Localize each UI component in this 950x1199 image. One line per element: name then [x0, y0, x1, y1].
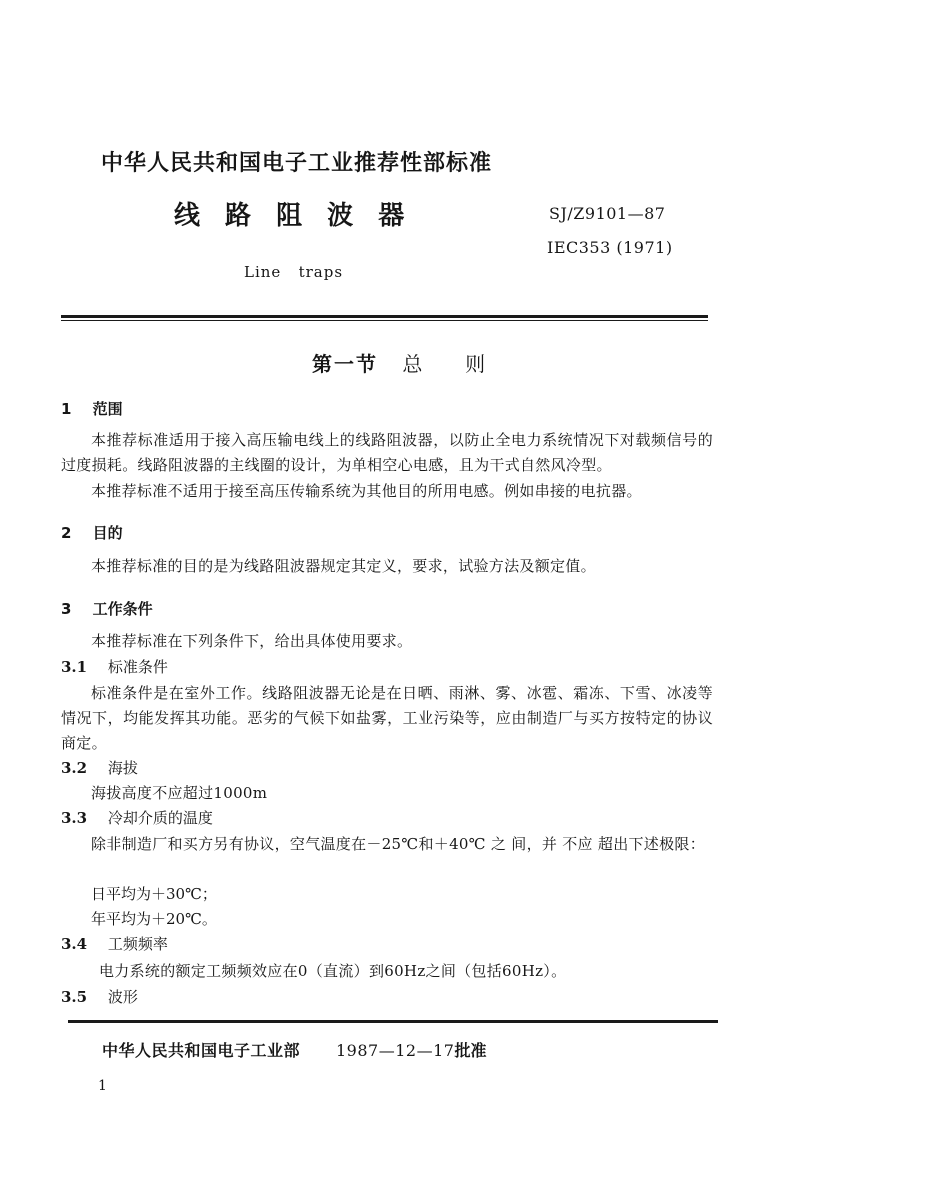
- clause-3-4-heading: [61, 933, 168, 954]
- clause-number: 3.5: [61, 988, 88, 1006]
- clause-2-paragraph-1: 本推荐标准的目的是为线路阻波器规定其定义，要求，试验方法及额定值。: [91, 557, 596, 575]
- approval-line: [336, 1038, 486, 1061]
- clause-title: 冷却介质的温度: [107, 809, 213, 827]
- clause-number: 3.4: [61, 935, 88, 953]
- org-standard-heading: 中华人民共和国电子工业推荐性部标准: [101, 151, 493, 176]
- clause-3-5-heading: [61, 986, 138, 1007]
- header-rule: [61, 315, 708, 318]
- section-label: 第一节: [312, 352, 378, 376]
- clause-3-3-heading: [61, 807, 213, 828]
- clause-number: 2: [61, 524, 72, 542]
- clause-title: 工作条件: [92, 600, 153, 618]
- clause-3-3-paragraph: 除非制造厂和买方另有协议，空气温度在－25℃和＋40℃ 之 间，并 不应 超出下述极限：: [91, 835, 706, 853]
- iec-reference: IEC353 (1971): [547, 238, 673, 257]
- clause-number: 3.1: [61, 658, 88, 676]
- issuing-ministry: 中华人民共和国电子工业部: [102, 1041, 301, 1060]
- clause-title: 工频频率: [107, 935, 168, 953]
- clause-3-heading: [61, 598, 153, 619]
- page-number: 1: [98, 1078, 107, 1094]
- clause-3-3-list-item-2: 年平均为＋20℃。: [91, 910, 217, 928]
- clause-title: 海拔: [107, 759, 138, 777]
- header-rule-thin: [61, 320, 708, 321]
- clause-3-paragraph-1: 本推荐标准在下列条件下，给出具体使用要求。: [91, 632, 413, 650]
- clause-3-4-paragraph: 电力系统的额定工频频效应在0（直流）到60Hz之间（包括60Hz）。: [99, 962, 567, 980]
- clause-3-1-paragraph: 标准条件是在室外工作。线路阻波器无论是在日晒、雨淋、雾、冰雹、霜冻、下雪、冰凌等情况下，均能发挥其功能。恶劣的气候下如盐雾，工业污染等，应由制造厂与买方按特定的协议商定。: [61, 684, 713, 752]
- clause-3-3-list-item-1: 日平均为＋30℃；: [91, 885, 217, 903]
- clause-3-1-heading: [61, 656, 168, 677]
- clause-1-paragraph-1: 本推荐标准适用于接入高压输电线上的线路阻波器，以防止全电力系统情况下对载频信号的过度损耗。线路阻波器的主线圈的设计，为单相空心电感，且为干式自然风冷型。: [61, 431, 713, 474]
- approval-label: 批准: [454, 1041, 487, 1060]
- document-title-cn: 线 路 阻 波 器: [174, 201, 413, 231]
- clause-2-heading: [61, 522, 123, 543]
- footer-rule: [68, 1020, 718, 1023]
- section-name: 总 则: [402, 352, 496, 376]
- clause-3-2-heading: [61, 757, 138, 778]
- clause-title: 范围: [92, 400, 123, 418]
- clause-number: 3: [61, 600, 72, 618]
- clause-number: 3.3: [61, 809, 88, 827]
- clause-title: 波形: [107, 988, 138, 1006]
- clause-3-2-paragraph: 海拔高度不应超过1000m: [91, 784, 268, 802]
- clause-1-heading: [61, 398, 123, 419]
- section-heading: [312, 348, 495, 377]
- approval-date: 1987—12—17: [336, 1041, 455, 1060]
- standard-number: SJ/Z9101—87: [549, 204, 666, 223]
- clause-number: 1: [61, 400, 72, 418]
- clause-1-paragraph-2: 本推荐标准不适用于接至高压传输系统为其他目的所用电感。例如串接的电抗器。: [91, 482, 642, 500]
- document-title-en: Line traps: [244, 263, 344, 281]
- clause-title: 目的: [92, 524, 123, 542]
- clause-number: 3.2: [61, 759, 88, 777]
- clause-title: 标准条件: [107, 658, 168, 676]
